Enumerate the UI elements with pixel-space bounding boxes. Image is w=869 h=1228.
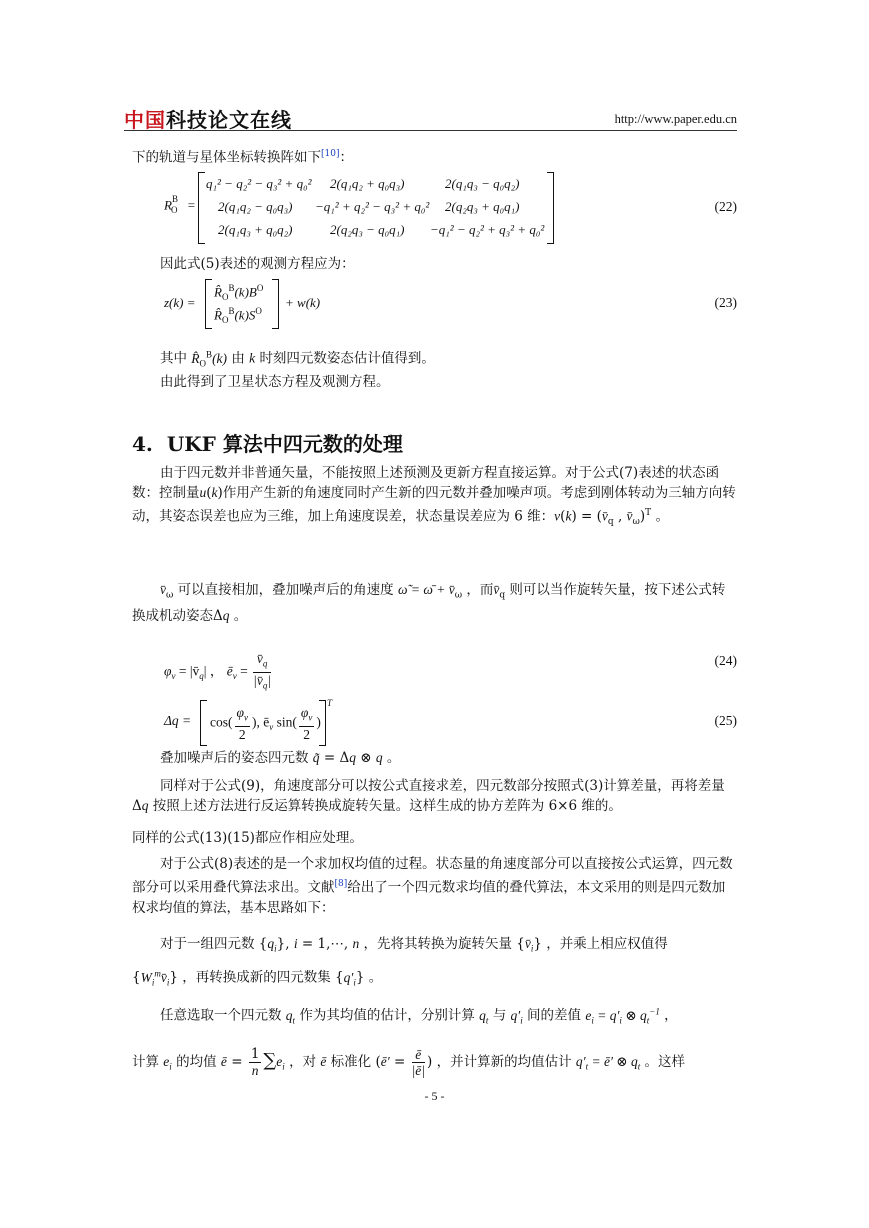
- equation-25-lhs: Δq =: [164, 713, 192, 728]
- paragraph-8: 任意选取一个四元数 $q_t$ 作为其均值的估计，分别计算 $q_t$ 与 $q'_i$ 间的差值 $e_i = q'_i$ ⊗ $q_t^{-1}$ ，: [160, 1006, 678, 1026]
- equation-24: $\varphi_v$ = $|v̄_q|$ ， $ē_v$ = $\frac{v̄_q}{|v̄_q|}$: [164, 651, 272, 691]
- paragraph-5: 同样的公式(13)(15)都应作相应处理。: [132, 830, 363, 846]
- section-heading: [132, 428, 403, 457]
- observation-row-1: $R̂_O^B(k)B^O$: [214, 283, 264, 302]
- equation-number-22: (22): [714, 199, 737, 214]
- summary-line: 由此得到了卫星状态方程及观测方程。: [160, 374, 390, 390]
- noise-term: + w(k): [285, 295, 321, 310]
- observation-row-2: $R̂_O^B(k)S^O$: [214, 306, 262, 325]
- logo-black-text: 科技论文在线: [166, 108, 292, 132]
- matrix-cell: 2(q₂q₃ − q₀q₁): [330, 222, 405, 237]
- page-header: [124, 104, 737, 130]
- page-number: - 5 -: [424, 1089, 445, 1103]
- journal-logo: [124, 104, 292, 133]
- paragraph-4: 同样对于公式(9)，角速度部分可以按公式直接求差，四元数部分按照式(3)计算差量，再将差量 Δq 按照上述方法进行反运算转换成旋转矢量。这样生成的协方差阵为 6×6 维的。: [132, 778, 725, 814]
- paragraph-2: $v̄_\omega$ 可以直接相加，叠加噪声后的角速度 ω̃ = ω̄ + $v̄_\omega$ ，而$v̄_q$ 则可以当作旋转矢量，按下述公式转换成机动姿态Δq 。: [132, 582, 726, 624]
- equation-22-lhs: $R^B_O$ =: [164, 194, 196, 215]
- matrix-cell: 2(q₁q₃ − q₀q₂): [445, 176, 520, 191]
- paragraph-7: 对于一组四元数 $\{q_i\}$, i = 1,⋯, n ，先将其转换为旋转矢量 $\{v̄_i\}$ ，并乘上相应权值得: [160, 936, 668, 954]
- matrix-cell: 2(q₂q₃ + q₀q₁): [445, 199, 520, 214]
- equation-25-body: cos( $\frac{\varphi_v}{2}$ ), $ē_v$ sin( $\frac{\varphi_v}{2}$ ): [210, 705, 321, 742]
- header-url[interactable]: http://www.paper.edu.cn: [614, 112, 737, 126]
- paragraph-6: 对于公式(8)表述的是一个求加权均值的过程。状态量的角速度部分可以直接按公式运算，四元数部分可以采用叠代算法求出。文献[8]给出了一个四元数求均值的叠代算法，本文采用的则是四元数加权求均值的算法，基本思路如下：: [132, 856, 733, 916]
- paragraph-3: 叠加噪声后的姿态四元数 q̃ = Δq ⊗ q 。: [160, 750, 401, 766]
- vector-right-bracket: [272, 279, 279, 329]
- section-number: 4.: [132, 432, 153, 456]
- paragraph-9: 计算 $e_i$ 的均值 ē = $\frac{1}{n}$ $\sum e_i$ ，对 ē 标准化 (ē′ = $\frac{ē}{|ē|}$ ) ，并计算新的均值估计 $q'_t$ = ē′ ⊗ $q_t$ 。这样: [132, 1046, 686, 1078]
- matrix-cell: 2(q₁q₃ + q₀q₂): [218, 222, 293, 237]
- vector-left-bracket: [205, 279, 212, 329]
- paragraph-1: 由于四元数并非普通矢量，不能按照上述预测及更新方程直接运算。对于公式(7)表述的状态函数：控制量u(k)作用产生新的角速度同时产生新的四元数并叠加噪声项。考虑到刚体转动为三轴方向转动，其姿态误差也应为三维，加上角速度误差，状态量误差应为 6 维：$v(k) = (v̄_q$ , $v̄_\omega)^T$ 。: [132, 465, 736, 528]
- logo-red-text: 中国: [124, 108, 166, 132]
- citation-10[interactable]: [10]: [321, 149, 340, 159]
- equation-23-lhs: z(k) =: [164, 295, 196, 310]
- matrix-cell: 2(q₁q₂ − q₀q₃): [218, 199, 293, 214]
- equation-number-23: (23): [714, 295, 737, 310]
- paragraph-7-cont: $\{W_i^mv̄_i\}$ ，再转换成新的四元数集 $\{q'_i\}$ 。: [132, 968, 383, 988]
- matrix-cell: q₁² − q₂² − q₃² + q₀²: [206, 176, 312, 191]
- header-rule: [124, 130, 737, 131]
- matrix-cell: −q₁² + q₂² − q₃² + q₀²: [315, 199, 430, 214]
- matrix-left-bracket: [198, 172, 205, 244]
- eq25-left-bracket: [200, 700, 207, 746]
- estimate-line: 其中 $R̂_O^B(k)$ 由 k 时刻四元数姿态估计值得到。: [160, 349, 435, 369]
- section-title: UKF 算法中四元数的处理: [166, 432, 403, 456]
- matrix-right-bracket: [547, 172, 554, 244]
- matrix-cell: −q₁² − q₂² + q₃² + q₀²: [430, 222, 545, 237]
- transpose-mark: T: [327, 698, 333, 708]
- intro-line: 下的轨道与星体坐标转换阵如下[10]：: [132, 149, 353, 166]
- citation-8[interactable]: [8]: [334, 879, 348, 889]
- equation-number-25: (25): [714, 713, 737, 728]
- matrix-cell: 2(q₁q₂ + q₀q₃): [330, 176, 405, 191]
- observation-intro: 因此式(5)表述的观测方程应为：: [160, 256, 355, 272]
- equation-number-24: (24): [714, 653, 737, 668]
